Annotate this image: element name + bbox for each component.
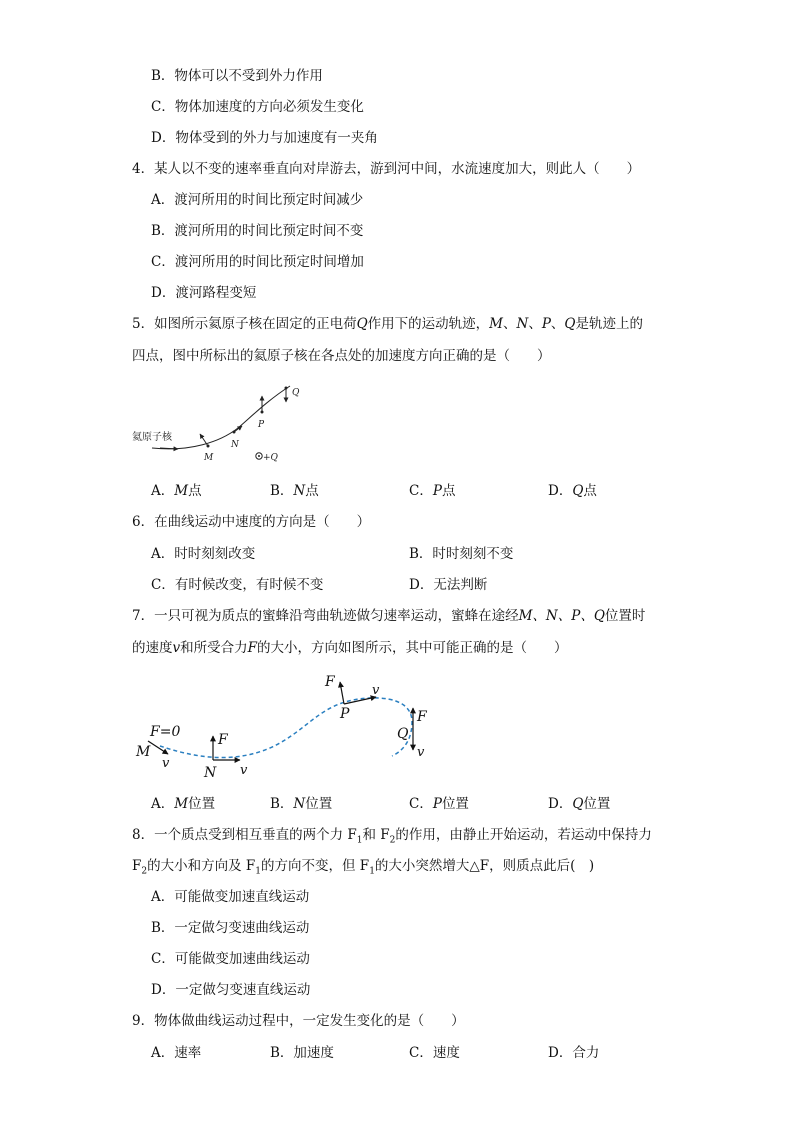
q8-stem-text7: 的大小突然增大△F，则质点此后( ) (374, 858, 595, 874)
q5-opt-letter: C． (409, 483, 433, 499)
q7-opt-letter: B． (270, 796, 294, 812)
q7-label-f-q: F (417, 709, 427, 725)
q7-label-f0: F=0 (150, 724, 181, 740)
q5-arrow-n (234, 426, 242, 432)
q8-option-a: A．可能做变加速直线运动 (151, 889, 310, 905)
q5-option-c (409, 482, 455, 500)
q7-label-v-q: v (417, 745, 425, 760)
q8-stem-text3: 的作用，由静止开始运动，若运动中保持力 (395, 827, 652, 843)
q7-opt-var: Q (572, 796, 584, 812)
q7-label-v-n: v (240, 763, 248, 778)
q8-subscript: 1 (369, 866, 375, 877)
q5-opt-letter: B． (270, 483, 294, 499)
q7-opt-letter: C． (409, 796, 433, 812)
q7-option-d (548, 795, 610, 813)
q5-sep: 、 (528, 316, 542, 332)
q7-label-v-m: v (162, 756, 170, 771)
q7-opt-suffix: 位置 (188, 796, 216, 812)
q9-option-c: C．速度 (409, 1045, 460, 1061)
q7-option-c (409, 795, 469, 813)
q6-option-a: A．时时刻刻改变 (151, 546, 256, 562)
q3-option-c: C．物体加速度的方向必须发生变化 (151, 99, 364, 115)
q7-opt-suffix: 位置 (305, 796, 333, 812)
q5-label-m: M (204, 453, 214, 463)
q5-opt-var: N (293, 483, 306, 499)
q5-stem-line1 (132, 315, 643, 333)
q5-var-n: N (516, 316, 529, 332)
q4-stem: 4．某人以不变的速率垂直向对岸游去，游到河中间，水流速度加大，则此人（ ） (132, 161, 641, 177)
q7-arrow-f-p (340, 682, 344, 704)
q7-label-q: Q (397, 726, 409, 742)
q7-var-v: v (172, 640, 181, 656)
q8-stem-line1 (132, 826, 652, 850)
q8-subscript: 2 (389, 835, 396, 846)
q7-stem-text4: 和所受合力 (180, 640, 248, 656)
q4-option-b: B．渡河所用的时间比预定时间不变 (151, 223, 364, 239)
q8-option-d: D．一定做匀变速直线运动 (151, 982, 311, 998)
q5-var-m: M (489, 316, 503, 332)
q5-opt-suffix: 点 (441, 483, 456, 499)
q8-stem-text6: 的方向不变，但 F (261, 858, 370, 874)
q9-option-d: D．合力 (548, 1045, 600, 1061)
q5-sep: 、 (550, 316, 565, 332)
q7-dashed-path (160, 698, 412, 758)
q5-opt-suffix: 点 (188, 483, 202, 499)
q6-option-c: C．有时候改变，有时候不变 (151, 577, 324, 593)
q5-opt-suffix: 点 (583, 483, 597, 499)
q5-var-p: P (541, 316, 551, 332)
q5-trajectory-curve (152, 386, 290, 449)
q5-trajectory-figure (130, 380, 300, 470)
q7-opt-suffix: 位置 (441, 796, 469, 812)
q5-opt-var: P (432, 483, 442, 499)
q8-stem-text: 8．一个质点受到相互垂直的两个力 F (132, 827, 357, 843)
q5-option-b (270, 482, 319, 500)
q9-option-b: B．加速度 (270, 1045, 334, 1061)
q3-option-d: D．物体受到的外力与加速度有一夹角 (151, 130, 378, 146)
q5-label-q: Q (292, 388, 300, 398)
q7-stem-line2 (132, 639, 568, 657)
q5-opt-letter: A． (151, 483, 175, 499)
q7-option-b (270, 795, 332, 813)
q7-bee-path-figure (130, 670, 440, 785)
q5-opt-letter: D． (548, 483, 573, 499)
q5-sep: 、 (503, 316, 517, 332)
q7-stem-text: 7．一只可视为质点的蜜蜂沿弯曲轨迹做匀速率运动，蜜蜂在途经 (132, 608, 519, 624)
q8-subscript: 2 (141, 866, 148, 877)
q7-label-f-n: F (218, 732, 228, 748)
q7-label-p: P (340, 706, 350, 722)
q3-option-b: B．物体可以不受到外力作用 (151, 68, 323, 84)
q7-stem-text5: 的大小，方向如图所示，其中可能正确的是（ ） (257, 640, 568, 656)
q8-subscript: 1 (255, 866, 262, 877)
q5-var-q: Q (356, 316, 368, 332)
q5-option-d (548, 482, 597, 500)
q5-label-p: P (258, 420, 265, 430)
q6-option-d: D．无法判断 (409, 577, 488, 593)
q5-stem-text: 5．如图所示氦原子核在固定的正电荷 (132, 316, 357, 332)
q7-stem-text2: 位置时 (604, 608, 646, 624)
q7-opt-letter: D． (548, 796, 573, 812)
q6-option-b: B．时时刻刻不变 (409, 546, 514, 562)
q4-option-d: D．渡河路程变短 (151, 285, 257, 301)
q7-label-m: M (136, 744, 151, 760)
q7-label-v-p: v (372, 683, 380, 698)
q7-opt-letter: A． (151, 796, 175, 812)
q5-stem-text2: 作用下的运动轨迹， (367, 316, 490, 332)
q7-opt-suffix: 位置 (583, 796, 611, 812)
q5-label-nucleus: 氦原子核 (132, 432, 172, 443)
q5-opt-suffix: 点 (305, 483, 319, 499)
q8-stem-line2 (132, 857, 594, 881)
q5-var-q2: Q (564, 316, 576, 332)
q7-label-f-p: F (325, 674, 335, 690)
q7-var-f: F (247, 640, 258, 656)
q9-option-a: A．速率 (151, 1045, 202, 1061)
q8-stem-text4: F (132, 858, 142, 874)
q7-stem-text3: 的速度 (132, 640, 173, 656)
q5-label-n: N (231, 440, 239, 450)
q5-opt-var: M (174, 483, 189, 499)
q5-stem-text3: 是轨迹上的 (575, 316, 643, 332)
q9-stem: 9．物体做曲线运动过程中，一定发生变化的是（ ） (132, 1013, 465, 1029)
q8-subscript: 1 (356, 835, 363, 846)
q7-label-n: N (204, 765, 217, 781)
q7-option-a (151, 795, 215, 813)
q8-stem-text5: 的大小和方向及 F (147, 858, 256, 874)
q7-opt-var: P (432, 796, 442, 812)
q7-opt-var: N (293, 796, 306, 812)
q7-stem-line1 (132, 607, 645, 625)
q8-option-c: C．可能做变加速曲线运动 (151, 951, 310, 967)
q5-charge-dot (258, 455, 260, 457)
q6-stem: 6．在曲线运动中速度的方向是（ ） (132, 514, 371, 530)
q4-option-c: C．渡河所用的时间比预定时间增加 (151, 254, 364, 270)
q5-opt-var: Q (572, 483, 584, 499)
q5-stem-line2: 四点，图中所标出的氦原子核在各点处的加速度方向正确的是（ ） (132, 348, 551, 364)
q8-option-b: B．一定做匀变速曲线运动 (151, 920, 310, 936)
q4-option-a: A．渡河所用的时间比预定时间减少 (151, 192, 364, 208)
q7-stem-vars: M、N、P、Q (518, 608, 605, 624)
q8-stem-text2: 和 F (362, 827, 390, 843)
q5-option-a (151, 482, 202, 500)
q5-label-charge: +Q (263, 453, 278, 463)
q7-arrow-v-m (148, 741, 168, 754)
q7-opt-var: M (174, 796, 189, 812)
